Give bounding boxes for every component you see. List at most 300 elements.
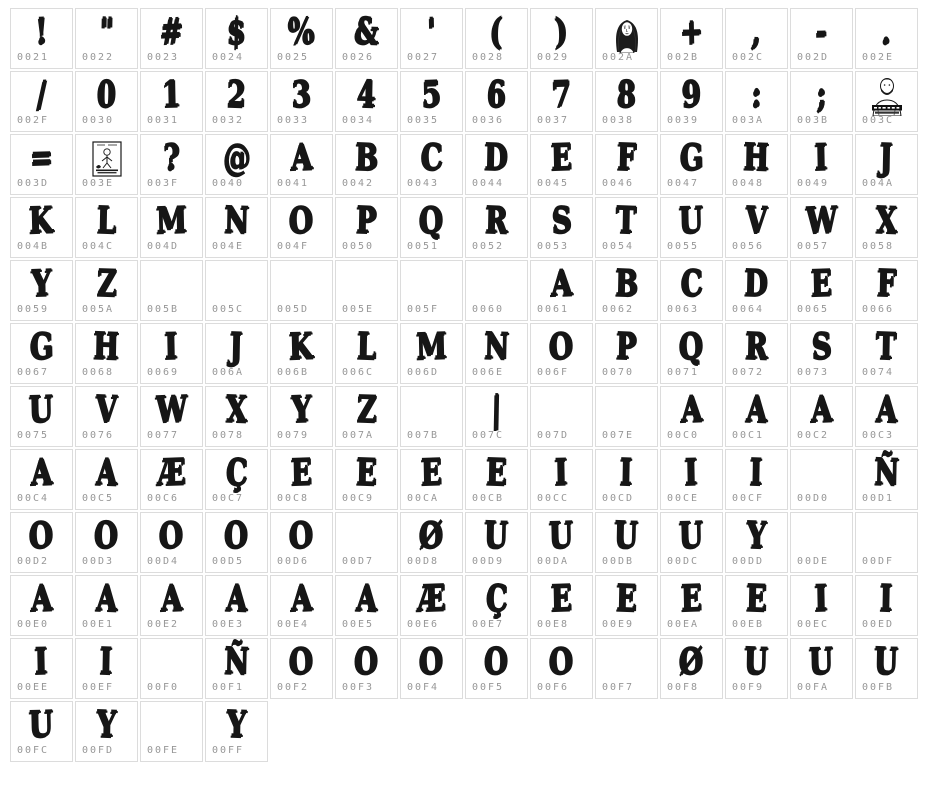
glyph-area: [271, 639, 332, 683]
codepoint-label: 00E4: [277, 619, 310, 630]
codepoint-label: 002D: [797, 52, 830, 63]
glyph: ': [426, 11, 437, 53]
charmap-cell-0071: [660, 323, 723, 384]
glyph-area: [596, 135, 657, 179]
charmap-cell-00E1: [75, 575, 138, 636]
codepoint-label: 0063: [667, 304, 700, 315]
codepoint-label: 00DF: [862, 556, 895, 567]
codepoint-label: 00DD: [732, 556, 765, 567]
glyph: I: [814, 137, 829, 179]
codepoint-label: 00EB: [732, 619, 765, 630]
glyph-area: [336, 387, 397, 431]
glyph: E: [615, 577, 638, 620]
charmap-cell-0025: [270, 8, 333, 69]
glyph-area: [76, 513, 137, 557]
charmap-cell-00EB: [725, 575, 788, 636]
glyph-area: [726, 576, 787, 620]
codepoint-label: 00FA: [797, 682, 830, 693]
glyph-area: [206, 9, 267, 53]
codepoint-label: 00C8: [277, 493, 310, 504]
glyph-area: [141, 261, 202, 305]
glyph-area: [466, 72, 527, 116]
charmap-cell-0052: [465, 197, 528, 258]
charmap-cell-00D7: [335, 512, 398, 573]
glyph: 9: [681, 73, 702, 116]
charmap-cell-00C2: [790, 386, 853, 447]
codepoint-label: 0026: [342, 52, 375, 63]
charmap-cell-007D: [530, 386, 593, 447]
charmap-cell-006D: [400, 323, 463, 384]
glyph-area: [531, 387, 592, 431]
glyph: O: [224, 514, 249, 557]
glyph-area: [336, 639, 397, 683]
glyph-area: [661, 639, 722, 683]
codepoint-label: 00E5: [342, 619, 375, 630]
charmap-cell-00E2: [140, 575, 203, 636]
codepoint-label: 0052: [472, 241, 505, 252]
charmap-cell-0072: [725, 323, 788, 384]
charmap-row: [10, 449, 918, 510]
glyph-area: [856, 198, 917, 242]
codepoint-label: 007E: [602, 430, 635, 441]
glyph: W: [805, 199, 838, 242]
charmap-cell-0046: [595, 134, 658, 195]
codepoint-label: 0022: [82, 52, 115, 63]
glyph: I: [814, 578, 829, 620]
glyph: U: [809, 640, 834, 683]
codepoint-label: 003B: [797, 115, 830, 126]
codepoint-label: 004A: [862, 178, 895, 189]
glyph: Q: [679, 325, 704, 368]
glyph: L: [96, 199, 117, 242]
codepoint-label: 00FE: [147, 745, 180, 756]
codepoint-label: 00EF: [82, 682, 115, 693]
glyph: E: [745, 577, 768, 620]
charmap-cell-00CF: [725, 449, 788, 510]
codepoint-label: 0075: [17, 430, 50, 441]
codepoint-label: 0074: [862, 367, 895, 378]
glyph: P: [615, 325, 638, 368]
glyph-area: [141, 639, 202, 683]
codepoint-label: 007D: [537, 430, 570, 441]
glyph: O: [289, 199, 314, 242]
charmap-cell-007A: [335, 386, 398, 447]
charmap-cell-00FB: [855, 638, 918, 699]
glyph: E: [290, 451, 313, 494]
charmap-cell-00FA: [790, 638, 853, 699]
codepoint-label: 00E6: [407, 619, 440, 630]
charmap-cell-002D: [790, 8, 853, 69]
codepoint-label: 00CF: [732, 493, 765, 504]
charmap-cell-0061: [530, 260, 593, 321]
charmap-cell-0047: [660, 134, 723, 195]
charmap-cell-00EA: [660, 575, 723, 636]
glyph: @: [222, 136, 251, 179]
codepoint-label: 0072: [732, 367, 765, 378]
glyph: D: [744, 262, 769, 305]
glyph-area: [206, 513, 267, 557]
glyph-area: [466, 135, 527, 179]
man-portrait-image: [867, 75, 907, 117]
charmap-cell-00D3: [75, 512, 138, 573]
glyph-area: [661, 324, 722, 368]
glyph-area: [531, 72, 592, 116]
charmap-grid: [10, 8, 918, 764]
charmap-cell-00C8: [270, 449, 333, 510]
charmap-cell-004F: [270, 197, 333, 258]
charmap-cell-00DD: [725, 512, 788, 573]
charmap-cell-00FC: [10, 701, 73, 762]
charmap-cell-0041: [270, 134, 333, 195]
codepoint-label: 00CB: [472, 493, 505, 504]
glyph-area: [141, 9, 202, 53]
codepoint-label: 00D7: [342, 556, 375, 567]
glyph: Q: [419, 199, 444, 242]
codepoint-label: 00F9: [732, 682, 765, 693]
charmap-cell-003B: [790, 71, 853, 132]
codepoint-label: 00D0: [797, 493, 830, 504]
codepoint-label: 0058: [862, 241, 895, 252]
glyph: /: [36, 74, 47, 116]
charmap-cell-00DB: [595, 512, 658, 573]
charmap-cell-00C3: [855, 386, 918, 447]
glyph: Z: [356, 388, 377, 431]
glyph: $: [226, 10, 247, 53]
glyph-area: [271, 324, 332, 368]
glyph-area: [336, 324, 397, 368]
glyph: N: [223, 199, 250, 242]
glyph: |: [491, 388, 502, 431]
glyph-area: [11, 9, 72, 53]
glyph: T: [616, 199, 637, 242]
codepoint-label: 00C4: [17, 493, 50, 504]
codepoint-label: 003A: [732, 115, 765, 126]
glyph-area: [141, 513, 202, 557]
glyph: O: [549, 640, 574, 683]
glyph-area: [466, 9, 527, 53]
charmap-cell-00D4: [140, 512, 203, 573]
codepoint-label: 002F: [17, 115, 50, 126]
glyph-area: [11, 261, 72, 305]
charmap-cell-0056: [725, 197, 788, 258]
codepoint-label: 006C: [342, 367, 375, 378]
glyph: V: [745, 199, 768, 242]
glyph: A: [290, 136, 313, 179]
glyph: E: [355, 451, 378, 494]
glyph: P: [355, 199, 378, 242]
charmap-cell-00D6: [270, 512, 333, 573]
codepoint-label: 0056: [732, 241, 765, 252]
glyph: C: [680, 262, 703, 305]
glyph: I: [684, 452, 699, 494]
glyph-area: [401, 639, 462, 683]
codepoint-label: 0077: [147, 430, 180, 441]
glyph-area: [726, 72, 787, 116]
glyph: U: [679, 199, 704, 242]
glyph: 1: [161, 73, 182, 116]
codepoint-label: 0047: [667, 178, 700, 189]
charmap-cell-00F9: [725, 638, 788, 699]
glyph: G: [679, 136, 704, 179]
glyph: E: [810, 262, 833, 305]
glyph-area: [856, 513, 917, 557]
glyph: K: [29, 199, 54, 242]
glyph: U: [549, 514, 574, 557]
charmap-row: [10, 323, 918, 384]
glyph: K: [289, 325, 314, 368]
glyph-area: [11, 198, 72, 242]
glyph: O: [289, 514, 314, 557]
charmap-cell-007E: [595, 386, 658, 447]
glyph: C: [420, 136, 443, 179]
charmap-cell-004D: [140, 197, 203, 258]
codepoint-label: 0041: [277, 178, 310, 189]
glyph-area: [206, 702, 267, 746]
codepoint-label: 0061: [537, 304, 570, 315]
codepoint-label: 007A: [342, 430, 375, 441]
glyph-area: [271, 513, 332, 557]
codepoint-label: 00F5: [472, 682, 505, 693]
glyph-area: [76, 702, 137, 746]
charmap-cell-00F1: [205, 638, 268, 699]
charmap-cell-00C6: [140, 449, 203, 510]
codepoint-label: 00CD: [602, 493, 635, 504]
charmap-cell-0069: [140, 323, 203, 384]
charmap-cell-00C5: [75, 449, 138, 510]
glyph: N: [483, 325, 510, 368]
glyph-area: [856, 450, 917, 494]
codepoint-label: 0049: [797, 178, 830, 189]
glyph-area: [531, 324, 592, 368]
charmap-cell-0079: [270, 386, 333, 447]
glyph-area: [791, 450, 852, 494]
charmap-cell-00F4: [400, 638, 463, 699]
charmap-cell-006C: [335, 323, 398, 384]
codepoint-label: 0024: [212, 52, 245, 63]
charmap-cell-0065: [790, 260, 853, 321]
charmap-cell-0026: [335, 8, 398, 69]
charmap-cell-0030: [75, 71, 138, 132]
glyph-area: [856, 576, 917, 620]
glyph: O: [354, 640, 379, 683]
codepoint-label: 0071: [667, 367, 700, 378]
glyph-area: [11, 324, 72, 368]
codepoint-label: 00F3: [342, 682, 375, 693]
glyph-area: [466, 576, 527, 620]
glyph-area: [206, 261, 267, 305]
glyph-area: [11, 576, 72, 620]
codepoint-label: 006D: [407, 367, 440, 378]
charmap-cell-00D1: [855, 449, 918, 510]
glyph: 2: [226, 73, 247, 116]
codepoint-label: 00E8: [537, 619, 570, 630]
glyph: E: [680, 577, 703, 620]
glyph: I: [749, 451, 764, 494]
glyph: R: [484, 199, 509, 242]
charmap-cell-0075: [10, 386, 73, 447]
charmap-cell-00F2: [270, 638, 333, 699]
codepoint-label: 0062: [602, 304, 635, 315]
glyph: I: [879, 577, 894, 620]
glyph-area: [661, 72, 722, 116]
codepoint-label: 005E: [342, 304, 375, 315]
charmap-cell-0055: [660, 197, 723, 258]
codepoint-label: 00CC: [537, 493, 570, 504]
glyph: Æ: [416, 577, 447, 620]
glyph-area: [11, 702, 72, 746]
glyph-area: [401, 324, 462, 368]
charmap-cell-0029: [530, 8, 593, 69]
glyph-area: [531, 135, 592, 179]
glyph: U: [874, 640, 899, 683]
codepoint-label: 0045: [537, 178, 570, 189]
codepoint-label: 00C0: [667, 430, 700, 441]
codepoint-label: 0021: [17, 52, 50, 63]
charmap-cell-002E: [855, 8, 918, 69]
glyph: :: [751, 73, 762, 116]
glyph: =: [29, 136, 54, 179]
glyph: U: [614, 514, 639, 557]
glyph-area: [141, 135, 202, 179]
codepoint-label: 00C2: [797, 430, 830, 441]
charmap-cell-002F: [10, 71, 73, 132]
glyph-area: [596, 639, 657, 683]
glyph-area: [336, 72, 397, 116]
glyph: E: [420, 451, 443, 494]
codepoint-label: 0025: [277, 52, 310, 63]
glyph: T: [876, 325, 897, 368]
charmap-cell-0036: [465, 71, 528, 132]
charmap-cell-00CD: [595, 449, 658, 510]
codepoint-label: 003C: [862, 115, 895, 126]
glyph: J: [879, 136, 894, 179]
charmap-cell-00C0: [660, 386, 723, 447]
charmap-cell-0062: [595, 260, 658, 321]
charmap-cell-0031: [140, 71, 203, 132]
charmap-cell-0076: [75, 386, 138, 447]
glyph-area: [401, 576, 462, 620]
codepoint-label: 002C: [732, 52, 765, 63]
charmap-cell-005F: [400, 260, 463, 321]
charmap-cell-005D: [270, 260, 333, 321]
codepoint-label: 0053: [537, 241, 570, 252]
codepoint-label: 00F4: [407, 682, 440, 693]
codepoint-label: 003D: [17, 178, 50, 189]
charmap-cell-004E: [205, 197, 268, 258]
glyph-area: [791, 135, 852, 179]
codepoint-label: 0069: [147, 367, 180, 378]
glyph: Ç: [485, 577, 508, 620]
charmap-cell-005E: [335, 260, 398, 321]
codepoint-label: 0040: [212, 178, 245, 189]
glyph: E: [550, 136, 573, 179]
glyph-area: [271, 135, 332, 179]
charmap-cell-006E: [465, 323, 528, 384]
charmap-cell-00DA: [530, 512, 593, 573]
glyph-area: [791, 576, 852, 620]
glyph-area: [726, 387, 787, 431]
charmap-cell-0066: [855, 260, 918, 321]
glyph-area: [791, 9, 852, 53]
charmap-cell-00E6: [400, 575, 463, 636]
charmap-cell-0023: [140, 8, 203, 69]
charmap-cell-0040: [205, 134, 268, 195]
glyph-area: [466, 387, 527, 431]
glyph-area: [11, 513, 72, 557]
charmap-cell-00D2: [10, 512, 73, 573]
charmap-cell-00DF: [855, 512, 918, 573]
glyph-area: [271, 576, 332, 620]
charmap-cell-00FF: [205, 701, 268, 762]
codepoint-label: 00FB: [862, 682, 895, 693]
codepoint-label: 00F0: [147, 682, 180, 693]
glyph: A: [875, 388, 898, 431]
glyph-area: [856, 135, 917, 179]
charmap-cell-002C: [725, 8, 788, 69]
glyph: ;: [815, 74, 827, 116]
codepoint-label: 0023: [147, 52, 180, 63]
glyph: X: [225, 388, 248, 431]
codepoint-label: 0064: [732, 304, 765, 315]
glyph: O: [419, 640, 444, 683]
codepoint-label: 0030: [82, 115, 115, 126]
glyph-area: [271, 198, 332, 242]
glyph-area: [336, 513, 397, 557]
codepoint-label: 006B: [277, 367, 310, 378]
glyph-area: [791, 387, 852, 431]
glyph-area: [531, 513, 592, 557]
codepoint-label: 00E9: [602, 619, 635, 630]
glyph-area: [271, 9, 332, 53]
codepoint-label: 00C7: [212, 493, 245, 504]
glyph: E: [550, 577, 573, 620]
glyph: +: [679, 10, 704, 53]
charmap-cell-00F7: [595, 638, 658, 699]
glyph: U: [29, 388, 54, 431]
glyph: A: [745, 388, 768, 431]
glyph-area: [466, 450, 527, 494]
glyph: Ø: [679, 640, 704, 683]
glyph-area: [531, 450, 592, 494]
glyph-area: [206, 324, 267, 368]
charmap-cell-00CB: [465, 449, 528, 510]
glyph: Ñ: [873, 451, 900, 494]
glyph: I: [99, 640, 114, 683]
glyph-area: [206, 72, 267, 116]
glyph-area: [791, 261, 852, 305]
charmap-cell-0044: [465, 134, 528, 195]
glyph-area: [76, 324, 137, 368]
charmap-cell-0070: [595, 323, 658, 384]
glyph: U: [29, 703, 54, 746]
glyph: F: [876, 262, 897, 305]
glyph-area: [856, 9, 917, 53]
codepoint-label: 00E2: [147, 619, 180, 630]
glyph-area: [596, 261, 657, 305]
charmap-cell-002B: [660, 8, 723, 69]
codepoint-label: 0066: [862, 304, 895, 315]
codepoint-label: 0076: [82, 430, 115, 441]
codepoint-label: 004E: [212, 241, 245, 252]
charmap-cell-0067: [10, 323, 73, 384]
glyph: S: [551, 199, 572, 242]
glyph: A: [290, 577, 313, 620]
charmap-cell-0038: [595, 71, 658, 132]
codepoint-label: 002E: [862, 52, 895, 63]
codepoint-label: 00E0: [17, 619, 50, 630]
codepoint-label: 00D4: [147, 556, 180, 567]
glyph-area: [466, 513, 527, 557]
